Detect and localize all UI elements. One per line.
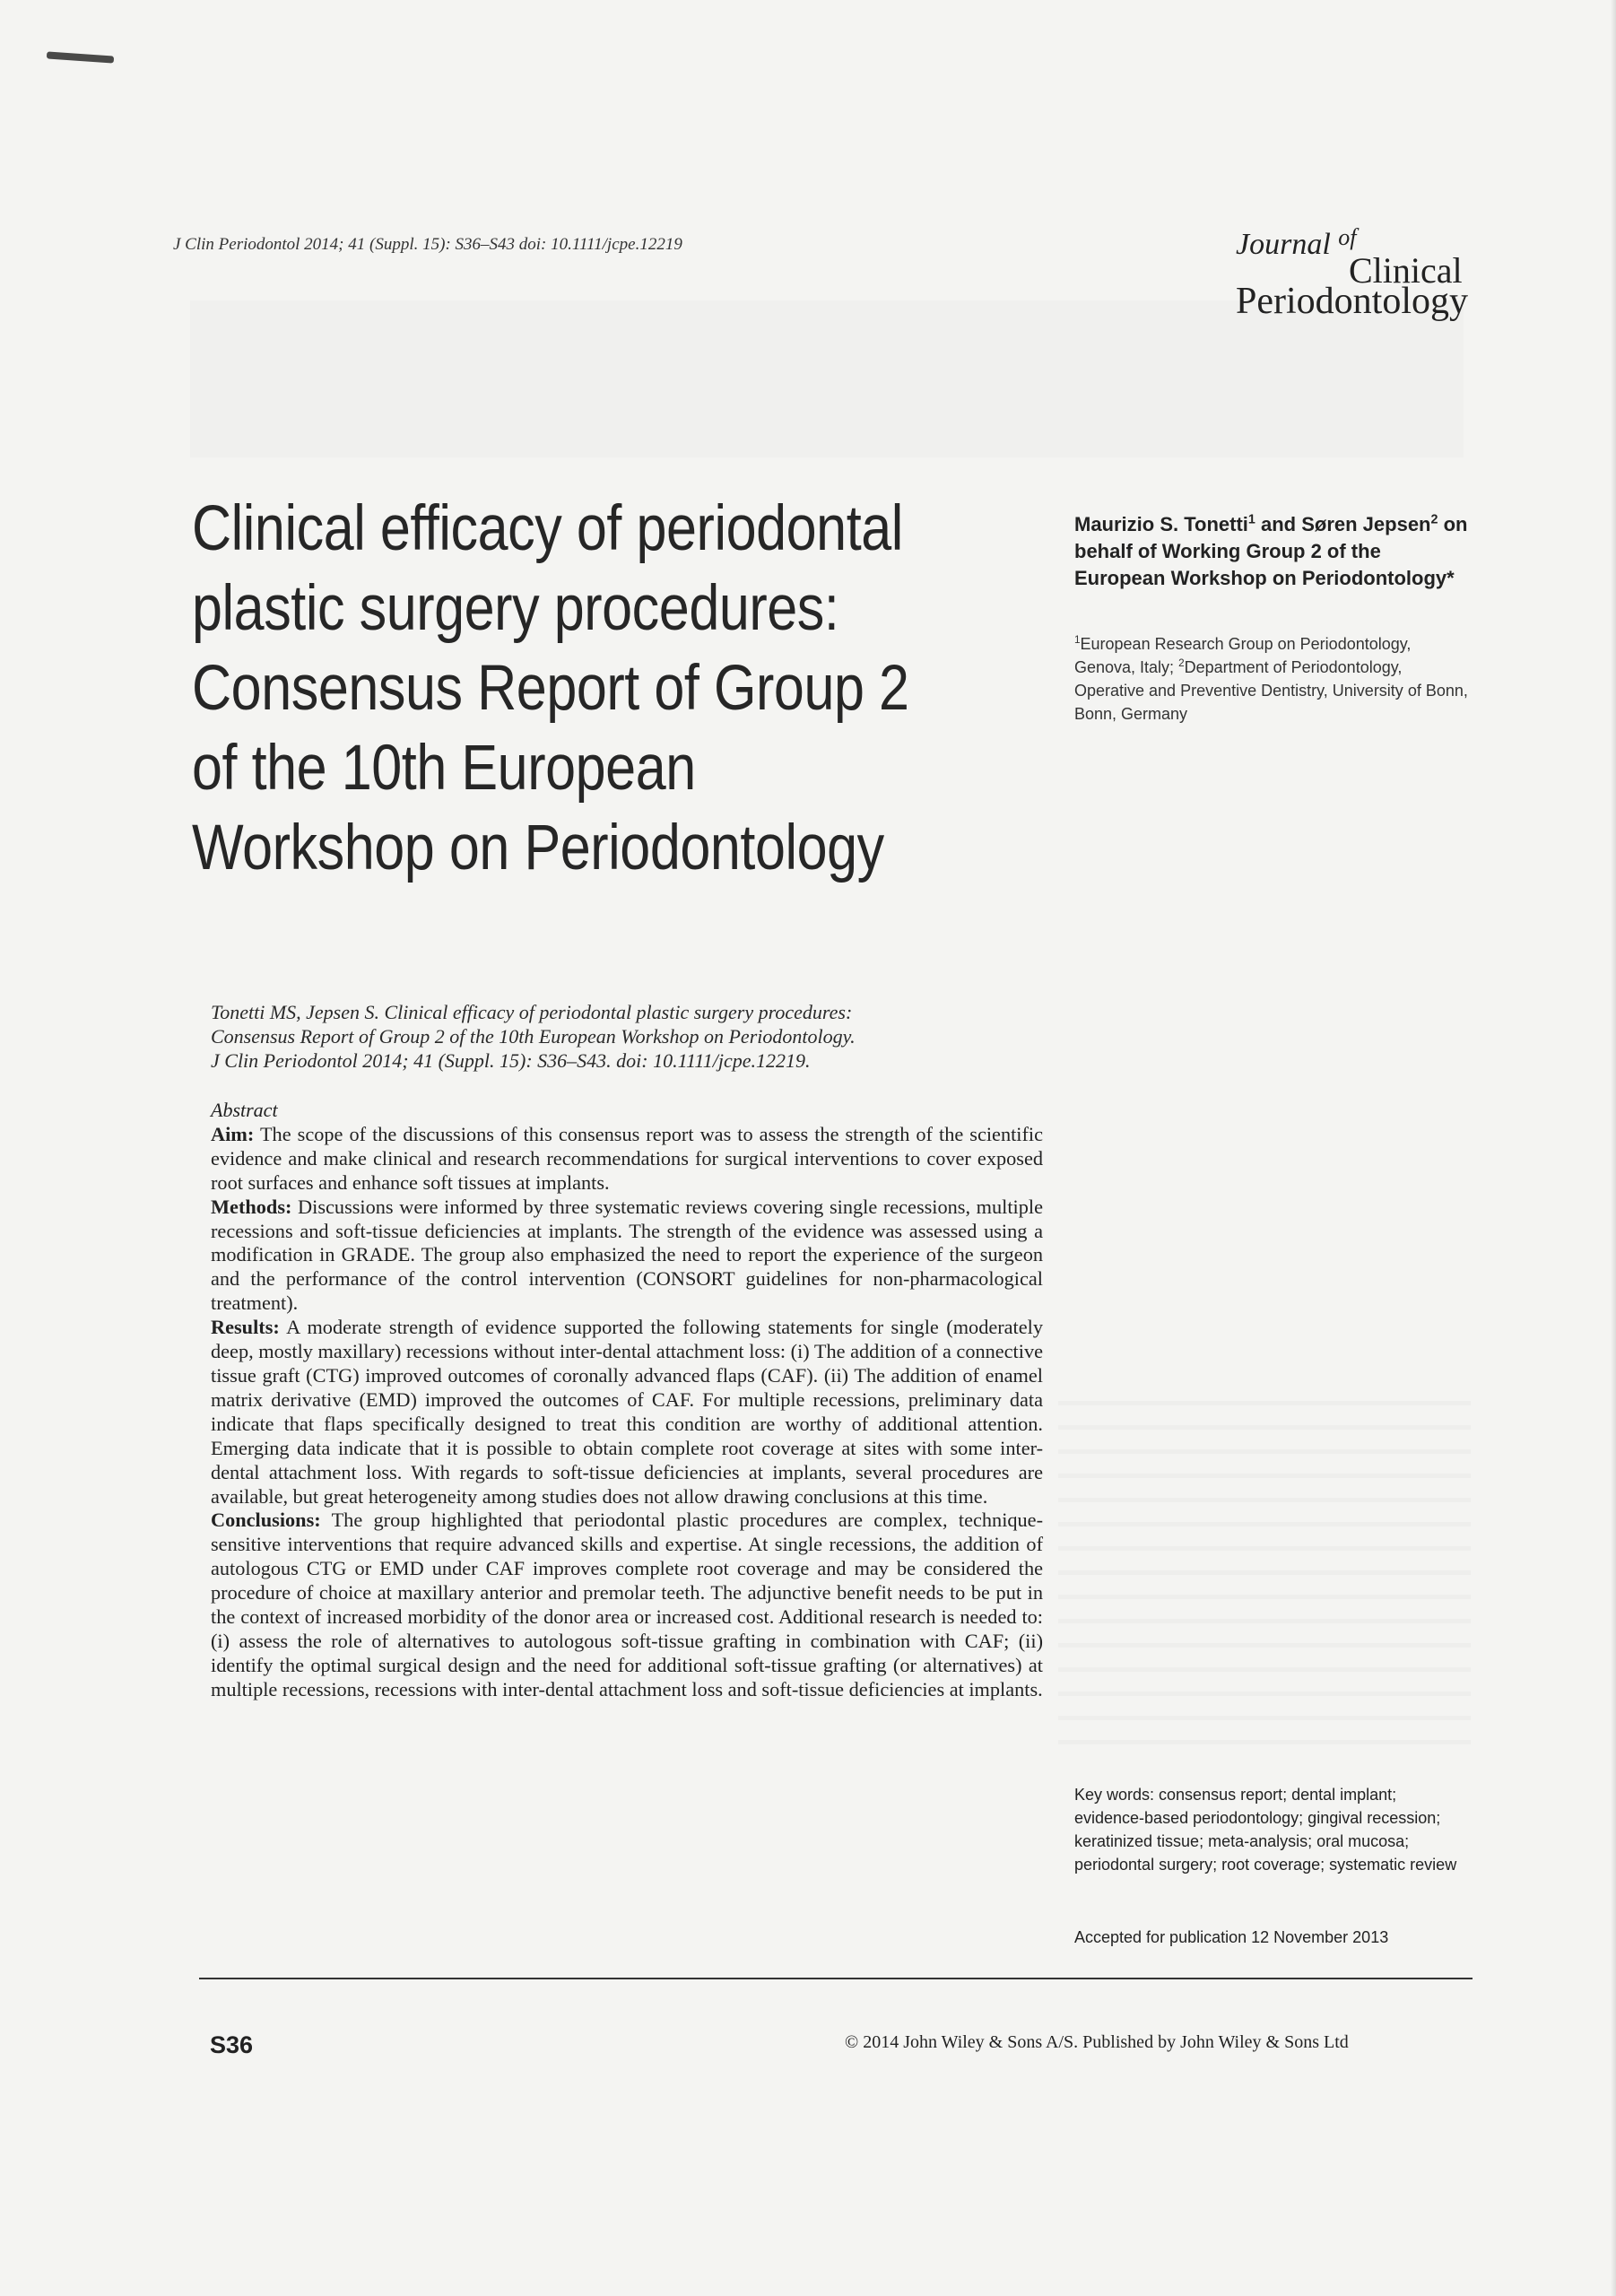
journal-logo-line2: Clinical — [1349, 250, 1463, 291]
citation-line: Tonetti MS, Jepsen S. Clinical efficacy of periodontal plastic surgery procedures: — [211, 1001, 853, 1023]
running-header-citation: J Clin Periodontol 2014; 41 (Suppl. 15): S36–S43 doi: 10.1111/jcpe.12219 — [173, 235, 682, 254]
copyright-notice: © 2014 John Wiley & Sons A/S. Published by John Wiley & Sons Ltd — [845, 2032, 1349, 2052]
abstract-section — [211, 1099, 1043, 1702]
citation-line: Consensus Report of Group 2 of the 10th European Workshop on Periodontology. — [211, 1025, 856, 1048]
author-affiliations: $^1$European Research Group on Periodontology, Genova, Italy; $^2$Department of Periodontology, Operative and Preventive Dentistry, University of Bonn, Bonn, Germany — [1074, 634, 1468, 723]
article-citation-block — [211, 1000, 1072, 1073]
abstract-conclusions: Conclusions: The group highlighted that periodontal plastic procedures are complex, technique-sensitive interventions that require advanced skills and expertise. At single recessions, the addition of autologous CTG or EMD under CAF improves complete root coverage and may be considered the procedure of choice at maxillary anterior and premolar teeth. The adjunctive benefit needs to be put in the context of increased morbidity of the donor area or increased cost. Additional research is needed to: (i) assess the role of alternatives to autologous soft-tissue grafting in combination with CAF; (ii) identify the optimal surgical design and the need for additional soft-tissue grafting (or alternatives) at multiple recessions, recessions with inter-dental attachment loss and soft-tissue deficiencies at implants. — [211, 1509, 1044, 1700]
abstract-heading: Abstract — [211, 1099, 278, 1121]
page-number: S36 — [210, 2031, 254, 2058]
keywords: Key words: consensus report; dental implant; evidence-based periodontology; gingival recession; keratinized tissue; meta-analysis; oral mucosa; periodontal surgery; root coverage; systematic review — [1074, 1786, 1457, 1874]
bleed-through-text-shadow — [1058, 1381, 1471, 1758]
article-title: Clinical efficacy of periodontal plastic surgery procedures: Consensus Report of Group 2 of the 10th European Workshop on Periodontology — [192, 493, 909, 883]
accepted-date: Accepted for publication 12 November 2013 — [1074, 1928, 1389, 1946]
abstract-results: Results: A moderate strength of evidence supported the following statements for single (moderately deep, mostly maxillary) recessions without inter-dental attachment loss: (i) The addition of a connective tissue graft (CTG) improved outcomes of coronally advanced flaps (CAF). (ii) The addition of enamel matrix derivative (EMD) improved the outcomes of CAF. For multiple recessions, preliminary data indicate that flaps specifically designed to treat this condition are worthy of additional attention. Emerging data indicate that it is possible to obtain complete root coverage at sites with some inter-dental attachment loss. With regards to soft-tissue deficiencies at implants, several procedures are available, but great heterogeneity among studies does not allow drawing conclusions at this time. — [211, 1316, 1043, 1508]
footer-rule — [199, 1978, 1473, 1979]
journal-logo-line3: Periodontology — [1236, 281, 1468, 322]
author-list: Maurizio S. Tonetti$^1$ and Søren Jepsen$^2$ on behalf of Working Group 2 of the European Workshop on Periodontology* — [1074, 512, 1468, 589]
page-edge-shadow — [1611, 0, 1616, 2296]
journal-logo-line1: Journal $^{of}$ — [1236, 224, 1357, 261]
scan-artifact-mark — [47, 51, 114, 63]
journal-logo — [1236, 224, 1469, 332]
abstract-methods: Methods: Discussions were informed by three systematic reviews covering single recessions, multiple recessions and soft-tissue deficiencies at implants. The strength of the evidence was assessed using a modification in GRADE. The group also emphasized the need to report the experience of the surgeon and the performance of the control intervention (CONSORT guidelines for non-pharmacological treatment). — [211, 1195, 1043, 1315]
citation-line: J Clin Periodontol 2014; 41 (Suppl. 15): S36–S43. doi: 10.1111/jcpe.12219. — [211, 1049, 811, 1072]
abstract-aim: Aim: The scope of the discussions of this consensus report was to assess the strength of the scientific evidence and make clinical and research recommendations for surgical interventions to cover exposed root surfaces and enhance soft tissues at implants. — [211, 1122, 1043, 1194]
